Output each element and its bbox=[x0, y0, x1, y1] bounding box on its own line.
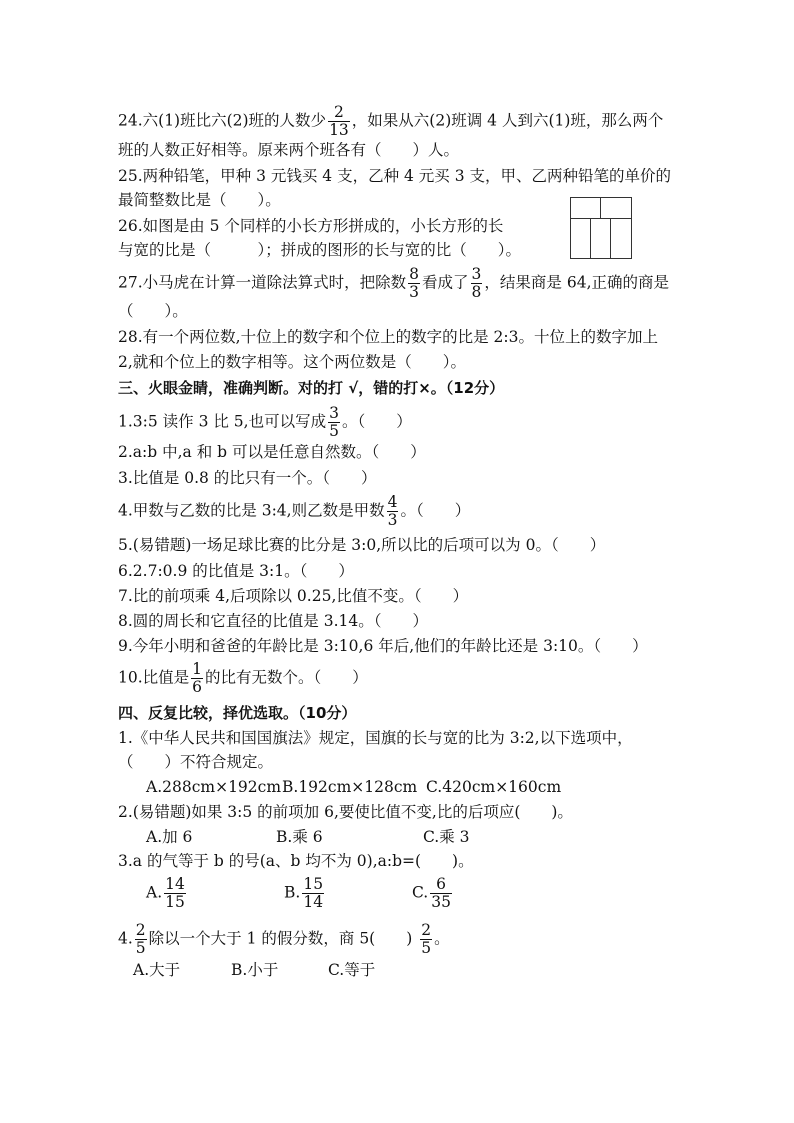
fraction: $\frac{2}{5}$ bbox=[421, 921, 432, 957]
section-4-title: 四、反复比较，择优选取。（10分） bbox=[118, 704, 357, 722]
choice-1-options bbox=[146, 777, 561, 797]
option-b[interactable]: B.小于 bbox=[231, 961, 279, 979]
option-a[interactable]: A.加 6 bbox=[146, 828, 193, 846]
fraction: $\frac{3}{8}$ bbox=[471, 265, 482, 301]
choice-2-line1: 2.(易错题)如果 3:5 的前项加 6,要使比值不变,比的后项应( )。 bbox=[118, 803, 573, 821]
option-b[interactable]: B.乘 6 bbox=[276, 828, 323, 846]
figure-top-divider bbox=[600, 198, 601, 218]
judge-3: 3.比值是 0.8 的比只有一个。（ ） bbox=[118, 469, 377, 487]
rectangles-figure bbox=[570, 197, 632, 259]
question-26-line2: 与宽的比是（ ）；拼成的图形的长与宽的比（ ）。 bbox=[118, 241, 522, 259]
judge-6: 6.2.7:0.9 的比值是 3:1。（ ） bbox=[118, 562, 354, 580]
question-28-line1: 28.有一个两位数,十位上的数字和个位上的数字的比是 2:3。十位上的数字加上 bbox=[118, 328, 658, 346]
fraction: $\frac{4}{3}$ bbox=[387, 493, 398, 529]
option-c[interactable]: C.乘 3 bbox=[423, 828, 470, 846]
option-c[interactable]: C.等于 bbox=[328, 961, 376, 979]
fraction: $\frac{14}{15}$ bbox=[165, 875, 185, 911]
question-27-line2: （ ）。 bbox=[118, 302, 188, 320]
choice-1-line2: （ ）不符合规定。 bbox=[118, 753, 274, 771]
choice-3-line1: 3.a 的气等于 b 的号(a、b 均不为 0),a:b=( )。 bbox=[118, 852, 474, 870]
option-b[interactable]: B. $\frac{15}{14}$ bbox=[284, 875, 324, 911]
question-28-line2: 2,就和个位上的数字相等。这个两位数是（ ）。 bbox=[118, 353, 467, 371]
judge-8: 8.圆的周长和它直径的比值是 3.14。（ ） bbox=[118, 612, 428, 630]
fraction: $\frac{8}{3}$ bbox=[409, 265, 420, 301]
option-a[interactable]: A. $\frac{14}{15}$ bbox=[146, 875, 185, 911]
fraction: $\frac{1}{6}$ bbox=[192, 660, 203, 696]
fraction: $\frac{15}{14}$ bbox=[303, 875, 324, 911]
choice-4-line1: 4. $\frac{2}{5}$ 除以一个大于 1 的假分数，商 5( ) $\frac{2}{5}$ 。 bbox=[118, 921, 450, 957]
judge-7: 7.比的前项乘 4,后项除以 0.25,比值不变。（ ） bbox=[118, 587, 469, 605]
choice-4-options bbox=[133, 960, 375, 980]
question-25-line2: 最简整数比是（ ）。 bbox=[118, 191, 281, 209]
option-b[interactable]: B.192cm×128cm bbox=[282, 778, 418, 796]
judge-10: 10.比值是 $\frac{1}{6}$ 的比有无数个。（ ） bbox=[118, 660, 368, 696]
judge-1: 1.3:5 读作 3 比 5,也可以写成 $\frac{3}{5}$ 。（ ） bbox=[118, 404, 412, 440]
question-26-line1: 26.如图是由 5 个同样的小长方形拼成的，小长方形的长 bbox=[118, 217, 504, 235]
judge-5: 5.(易错题)一场足球比赛的比分是 3:0,所以比的后项可以为 0。（ ） bbox=[118, 536, 606, 554]
question-24-line2: 班的人数正好相等。原来两个班各有（ ）人。 bbox=[118, 141, 460, 159]
option-a[interactable]: A.288cm×192cm bbox=[146, 778, 282, 796]
option-c[interactable]: C. $\frac{6}{35}$ bbox=[412, 875, 451, 911]
figure-horizontal-divider bbox=[571, 218, 631, 219]
option-c[interactable]: C.420cm×160cm bbox=[426, 778, 562, 796]
fraction: $\frac{6}{35}$ bbox=[431, 875, 451, 911]
choice-1-line1: 1.《中华人民共和国国旗法》规定，国旗的长与宽的比为 3:2,以下选项中， bbox=[118, 729, 633, 747]
choice-3-options bbox=[146, 876, 454, 911]
judge-4: 4.甲数与乙数的比是 3:4,则乙数是甲数 $\frac{4}{3}$ 。（ ） bbox=[118, 493, 471, 529]
figure-bottom-divider-2 bbox=[610, 218, 611, 258]
fraction: $\frac{2}{5}$ bbox=[135, 921, 146, 957]
fraction: $\frac{3}{5}$ bbox=[329, 404, 339, 440]
fraction: $\frac{2}{13}$ bbox=[329, 103, 349, 139]
question-27-line1: 27.小马虎在计算一道除法算式时，把除数 $\frac{8}{3}$ 看成了 $\frac{3}{8}$ ，结果商是 64,正确的商是 bbox=[118, 265, 669, 301]
question-24-line1: 24.六(1)班比六(2)班的人数少 $\frac{2}{13}$ ，如果从六(2)班调 4 人到六(1)班，那么两个 bbox=[118, 103, 664, 139]
section-3-title: 三、火眼金睛，准确判断。对的打 √，错的打×。（12分） bbox=[118, 379, 505, 397]
option-a[interactable]: A.大于 bbox=[133, 961, 181, 979]
question-25-line1: 25.两种铅笔，甲种 3 元钱买 4 支，乙种 4 元买 3 支，甲、乙两种铅笔的单价的 bbox=[118, 167, 672, 185]
choice-2-options bbox=[146, 827, 470, 847]
figure-bottom-divider-1 bbox=[590, 218, 591, 258]
judge-2: 2.a:b 中,a 和 b 可以是任意自然数。（ ） bbox=[118, 443, 426, 461]
judge-9: 9.今年小明和爸爸的年龄比是 3:10,6 年后,他们的年龄比还是 3:10。（ ） bbox=[118, 637, 648, 655]
